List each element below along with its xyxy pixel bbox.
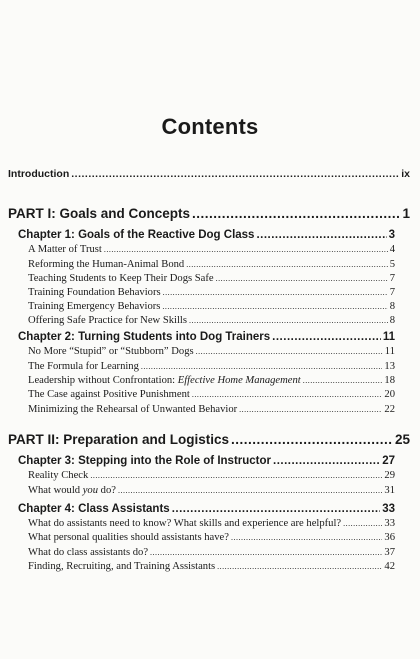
dot-leader	[303, 376, 383, 385]
toc-page-number: ix	[401, 168, 410, 180]
dot-leader	[272, 331, 381, 343]
toc-entry-label-text: Training Foundation Behaviors	[28, 287, 161, 298]
toc-entry-label	[28, 287, 161, 298]
toc-page-number: 11	[382, 331, 395, 343]
toc-entry-label	[28, 532, 229, 543]
dot-leader	[90, 471, 382, 480]
toc-entry-label	[28, 315, 187, 326]
toc-entry-part	[8, 432, 410, 447]
toc-entry-label	[28, 404, 237, 415]
toc-page-number: 8	[389, 301, 395, 312]
toc-entry-sec	[28, 259, 395, 270]
dot-leader	[216, 274, 388, 283]
toc-entry-label-text: Offering Safe Practice for New Skills	[28, 315, 187, 326]
toc-page-number: 20	[384, 389, 395, 400]
dot-leader	[239, 405, 382, 414]
toc-entry-label	[28, 244, 102, 255]
dot-leader	[343, 519, 382, 528]
toc-page-number: 5	[389, 259, 395, 270]
toc-page-number: 18	[384, 375, 395, 386]
toc-entry-sec	[28, 561, 395, 572]
toc-entry-label	[8, 206, 190, 221]
toc-entry-label	[28, 259, 184, 270]
toc-entry-label	[28, 485, 116, 496]
dot-leader	[231, 432, 393, 447]
toc-entry-label	[18, 331, 270, 343]
dot-leader	[273, 455, 380, 467]
dot-leader	[186, 260, 387, 269]
toc-entry-sec	[28, 547, 395, 558]
toc-entry-label	[28, 389, 190, 400]
toc-entry-label-text: Reality Check	[28, 470, 89, 481]
dot-leader	[256, 229, 386, 241]
dot-leader	[118, 486, 382, 495]
toc-page-number: 11	[384, 346, 395, 357]
toc-entry-label-text: PART II: Preparation and Logistics	[8, 432, 230, 447]
toc-entry-label-text: What personal qualities should assistants have?	[28, 532, 229, 543]
dot-leader	[172, 503, 381, 515]
toc-entry-label-text: Teaching Students to Keep Their Dogs Safe	[28, 273, 214, 284]
toc-entry-label-text: Training Emergency Behaviors	[28, 301, 161, 312]
toc-page-number: 33	[384, 518, 395, 529]
toc-entry-chap	[18, 503, 395, 515]
toc-entry-label-text: What would	[28, 485, 83, 496]
toc-entry-label	[28, 518, 341, 529]
toc-entry-label-italic: Effective Home Management	[177, 375, 301, 386]
toc-entry-label-text: No More “Stupid” or “Stubborn” Dogs	[28, 346, 194, 357]
dot-leader	[217, 562, 382, 571]
toc-entry-label-text: Chapter 3: Stepping into the Role of Instructor	[18, 455, 271, 467]
dot-leader	[196, 347, 383, 356]
toc-page-number: 31	[384, 485, 395, 496]
toc-page-number: 22	[384, 404, 395, 415]
toc-entry-part	[8, 206, 410, 221]
toc-entry-label	[8, 432, 229, 447]
toc-entry-label	[28, 375, 301, 386]
toc-entry-label	[8, 168, 69, 180]
toc-page-number: 3	[388, 229, 395, 241]
toc-page-number: 7	[389, 287, 395, 298]
toc-entry-label-text: The Formula for Learning	[28, 361, 139, 372]
toc-entry-label	[28, 273, 214, 284]
toc-entry-label	[28, 561, 215, 572]
toc-entry-chap	[18, 229, 395, 241]
toc-entry-label	[18, 503, 170, 515]
toc-page-number: 29	[384, 470, 395, 481]
toc-entry-label-text: Chapter 2: Turning Students into Dog Trainers	[18, 331, 271, 343]
toc-entry-sec	[28, 404, 395, 415]
toc-entry-sec	[28, 346, 395, 357]
toc-page-number: 33	[382, 503, 395, 515]
toc-page-number: 42	[384, 561, 395, 572]
toc-entry-label-text: A Matter of Trust	[28, 244, 102, 255]
toc-entry-sec	[28, 470, 395, 481]
toc-entry-label-text: Chapter 4: Class Assistants	[18, 503, 170, 515]
dot-leader	[163, 288, 388, 297]
toc-entry-label	[18, 455, 271, 467]
dot-leader	[189, 316, 388, 325]
toc-entry-intro	[8, 168, 410, 180]
toc-entry-label-text: Chapter 1: Goals of the Reactive Dog Class	[18, 229, 255, 241]
toc-entry-sec	[28, 518, 395, 529]
toc-entry-sec	[28, 485, 395, 496]
toc-entry-label	[28, 301, 160, 312]
toc-entry-label-text: Introduction	[8, 168, 70, 180]
toc-page-number: 1	[402, 206, 410, 221]
toc-entry-label-text: PART I: Goals and Concepts	[8, 206, 191, 221]
toc-entry-label	[28, 346, 194, 357]
toc-page-number: 13	[384, 361, 395, 372]
toc-entry-sec	[28, 301, 395, 312]
toc-page-number: 4	[389, 244, 395, 255]
toc-entry-sec	[28, 375, 395, 386]
toc-entry-chap	[18, 455, 395, 467]
toc-entry-label-text: Minimizing the Rehearsal of Unwanted Behavior	[28, 404, 238, 415]
dot-leader	[141, 362, 383, 371]
toc-entry-label-text: do?	[98, 485, 116, 496]
toc-entry-label-text: What do class assistants do?	[28, 547, 149, 558]
toc-entry-label	[28, 361, 139, 372]
toc-entry-label	[18, 229, 254, 241]
toc-entry-label	[28, 470, 88, 481]
toc-entry-sec	[28, 287, 395, 298]
toc-page-number: 8	[389, 315, 395, 326]
toc-entry-label-text: Leadership without Confrontation:	[28, 375, 178, 386]
page-title: Contents	[161, 114, 259, 139]
dot-leader	[231, 533, 382, 542]
toc-entry-label-italic: you	[82, 485, 99, 496]
toc-entry-sec	[28, 315, 395, 326]
toc-entry-sec	[28, 532, 395, 543]
toc-page-number: 7	[389, 273, 395, 284]
dot-leader	[104, 245, 388, 254]
toc-entry-label-text: The Case against Positive Punishment	[28, 389, 190, 400]
dot-leader	[162, 302, 387, 311]
dot-leader	[192, 206, 400, 221]
toc-entry-sec	[28, 273, 395, 284]
toc-page-number: 25	[394, 432, 410, 447]
toc-entry-label-text: Finding, Recruiting, and Training Assistants	[28, 561, 216, 572]
toc-entry-chap	[18, 331, 395, 343]
dot-leader	[71, 168, 399, 180]
toc-entry-label-text: Reforming the Human-Animal Bond	[28, 259, 185, 270]
toc-entry-label-text: What do assistants need to know? What skills and experience are helpful?	[28, 518, 342, 529]
dot-leader	[192, 390, 383, 399]
toc-page-number: 37	[384, 547, 395, 558]
toc-entry-label	[28, 547, 148, 558]
toc-entry-sec	[28, 389, 395, 400]
toc-entry-sec	[28, 244, 395, 255]
dot-leader	[150, 548, 382, 557]
toc-page-number: 36	[384, 532, 395, 543]
toc-entry-sec	[28, 361, 395, 372]
toc-page-number: 27	[382, 455, 395, 467]
